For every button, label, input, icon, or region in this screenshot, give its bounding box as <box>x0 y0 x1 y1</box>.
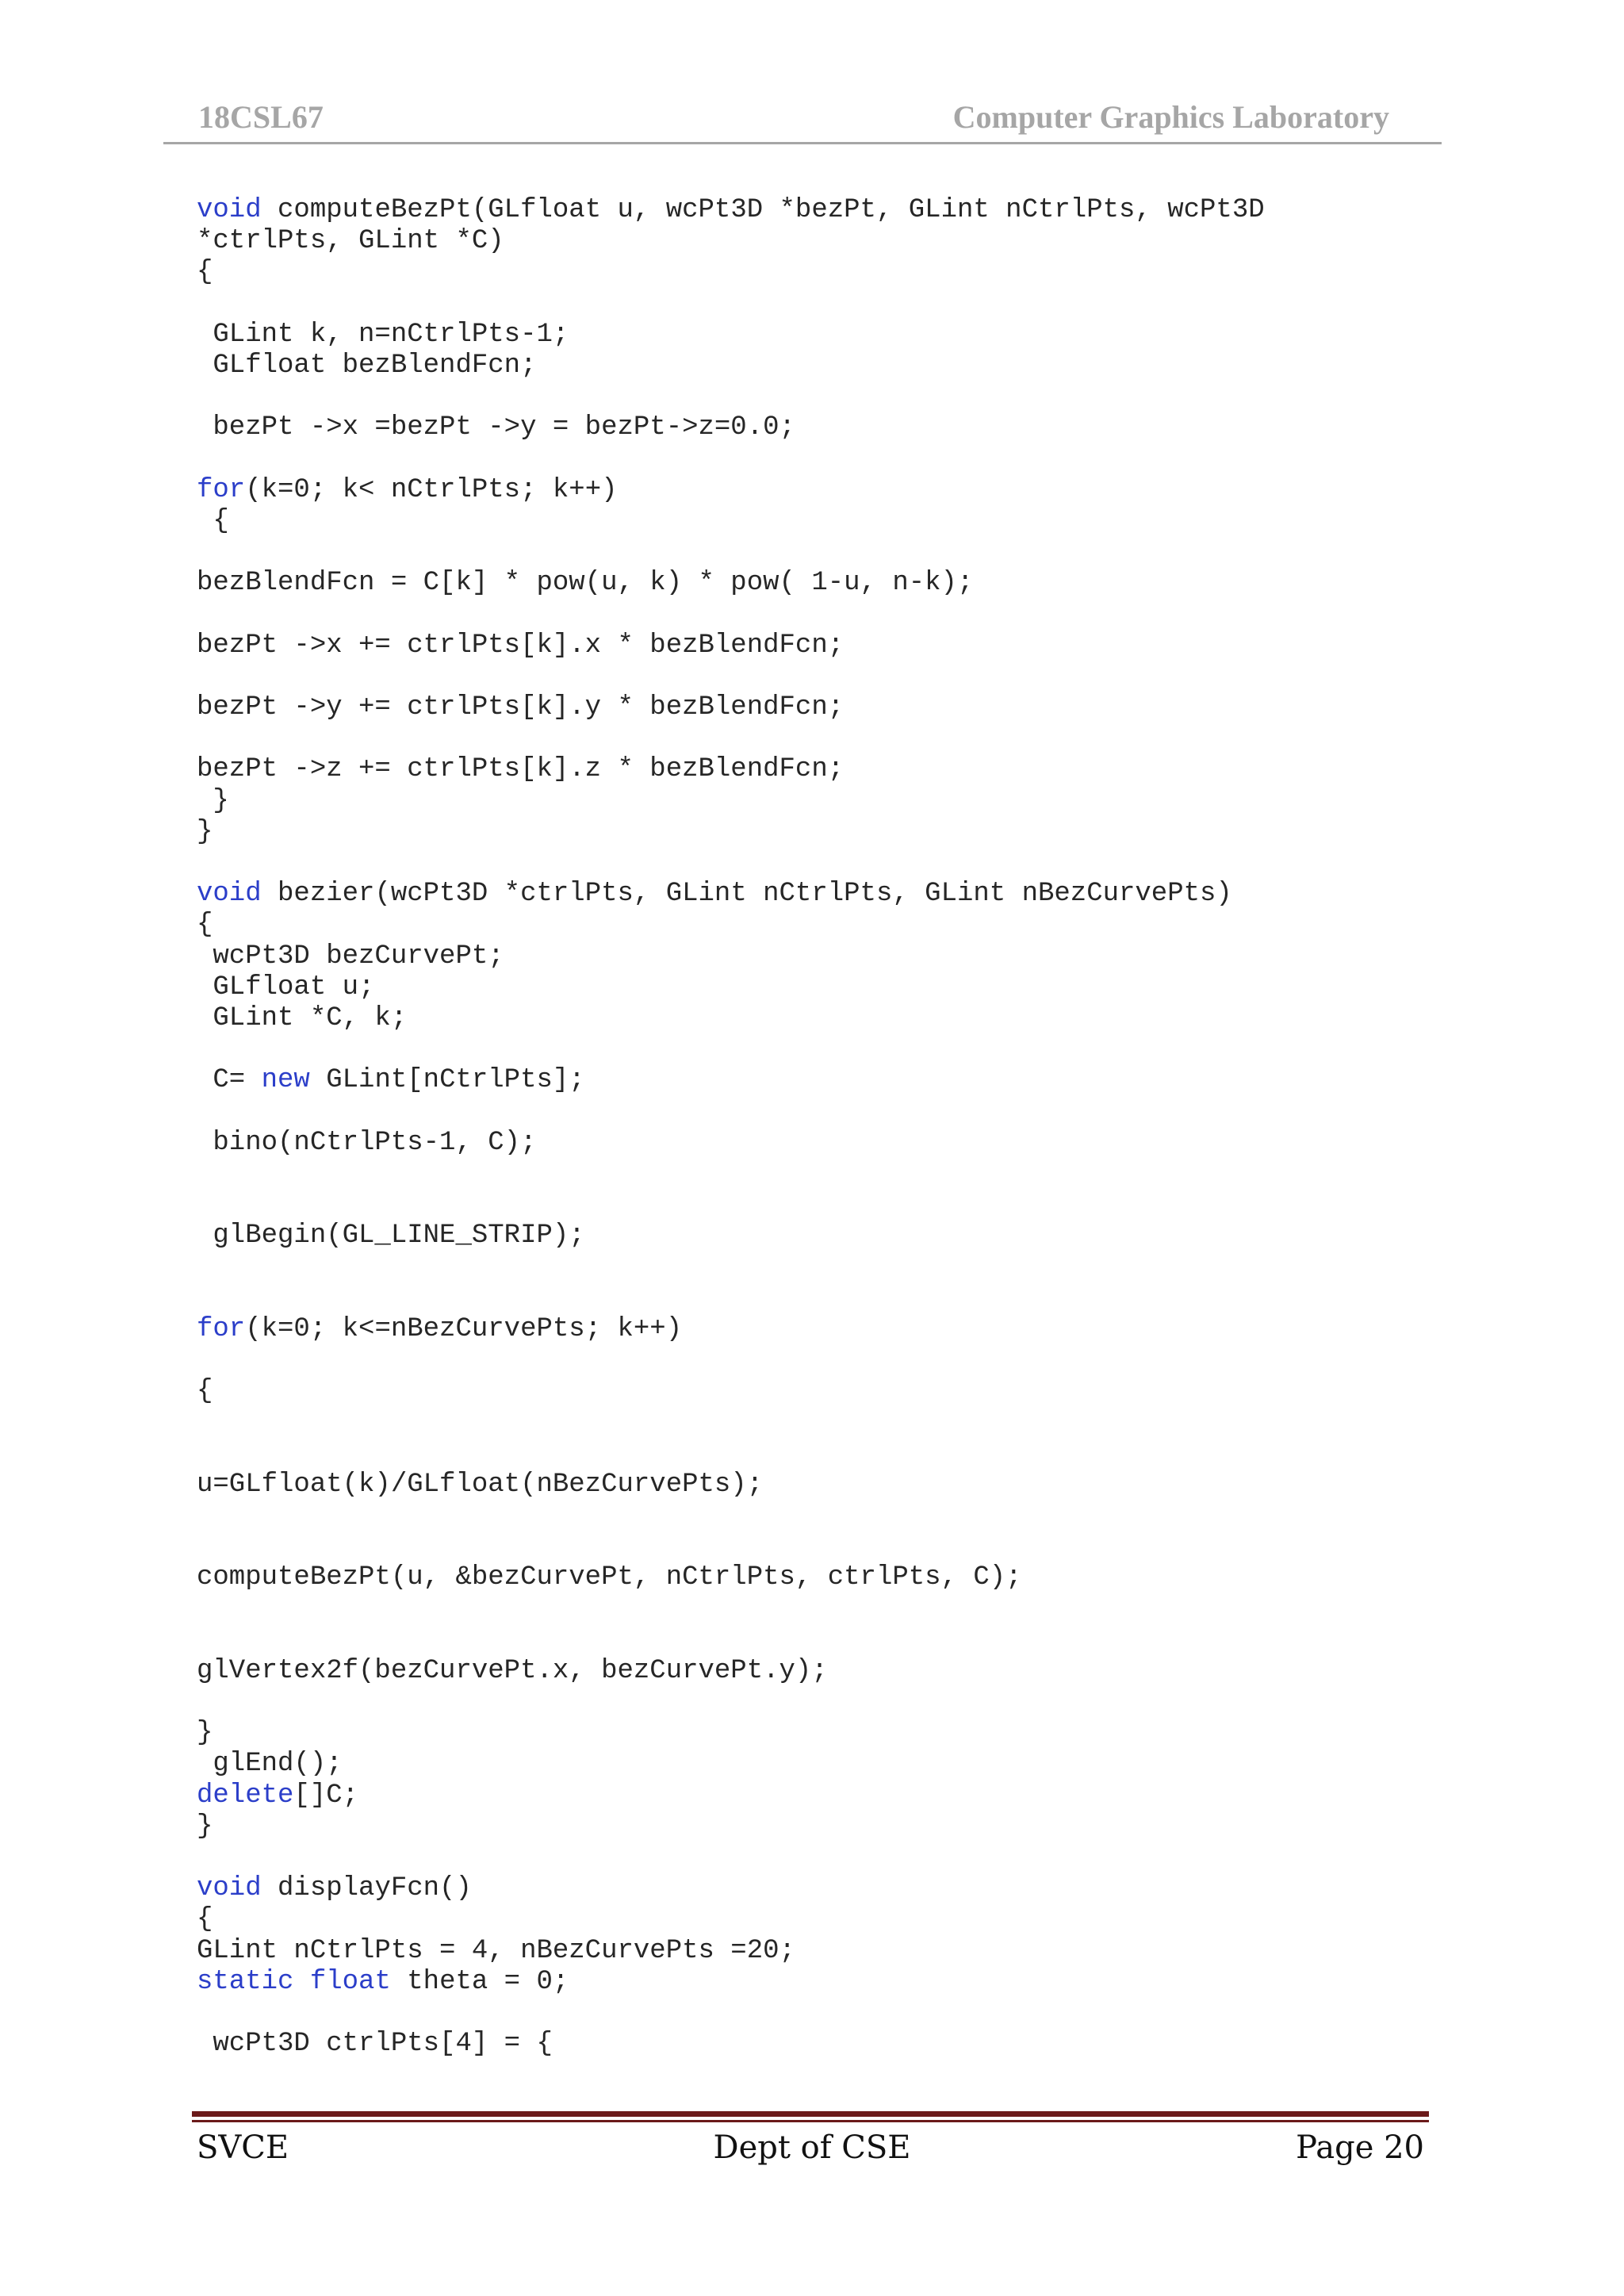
code-line <box>197 1687 1265 1718</box>
code-text: computeBezPt(GLfloat u, wcPt3D *bezPt, GLint nCtrlPts, wcPt3D <box>261 195 1265 225</box>
code-keyword: new <box>261 1065 310 1096</box>
code-keyword: static <box>197 1966 294 1997</box>
code-line <box>197 1470 1265 1501</box>
header-course-code: 18CSL67 <box>198 99 324 135</box>
code-line <box>197 257 1265 288</box>
code-line <box>197 1096 1265 1127</box>
code-line <box>197 444 1265 475</box>
code-line <box>197 1842 1265 1873</box>
code-text: GLint nCtrlPts = 4, nBezCurvePts =20; <box>197 1935 795 1966</box>
code-line <box>197 1656 1265 1687</box>
code-text: *ctrlPts, GLint *C) <box>197 226 504 257</box>
code-text: GLfloat u; <box>197 972 375 1002</box>
code-line <box>197 320 1265 351</box>
code-line <box>197 723 1265 754</box>
code-text: displayFcn() <box>261 1873 472 1904</box>
code-keyword: for <box>197 474 246 505</box>
footer-divider-thin <box>192 2120 1429 2122</box>
header-lab-title: Computer Graphics Laboratory <box>952 99 1389 135</box>
code-text: glVertex2f(bezCurvePt.x, bezCurvePt.y); <box>197 1655 828 1686</box>
code-line <box>197 1998 1265 2029</box>
code-line <box>197 1593 1265 1624</box>
code-text: GLint k, n=nCtrlPts-1; <box>197 319 569 350</box>
code-line <box>197 1811 1265 1842</box>
code-text: theta = 0; <box>390 1966 569 1997</box>
code-line <box>197 599 1265 630</box>
code-line <box>197 786 1265 817</box>
code-text: bezBlendFcn = C[k] * pow(u, k) * pow( 1-u, n-k); <box>197 568 974 599</box>
code-line <box>197 1376 1265 1407</box>
code-line <box>197 1562 1265 1593</box>
code-text: GLint[nCtrlPts]; <box>309 1065 585 1096</box>
code-line <box>197 1003 1265 1034</box>
code-line <box>197 1407 1265 1438</box>
code-text: wcPt3D bezCurvePt; <box>197 941 504 972</box>
code-text: bezPt ->y += ctrlPts[k].y * bezBlendFcn; <box>197 692 845 723</box>
code-text: } <box>197 785 229 816</box>
code-line <box>197 1314 1265 1345</box>
code-line <box>197 289 1265 320</box>
code-line <box>197 972 1265 1003</box>
code-line <box>197 879 1265 910</box>
code-line <box>197 1780 1265 1811</box>
code-text: wcPt3D ctrlPts[4] = { <box>197 2029 553 2060</box>
code-line <box>197 1283 1265 1314</box>
code-text: glEnd(); <box>197 1749 343 1780</box>
code-text: } <box>197 816 213 847</box>
code-line <box>197 941 1265 972</box>
code-line <box>197 1439 1265 1470</box>
code-text: u=GLfloat(k)/GLfloat(nBezCurvePts); <box>197 1469 764 1500</box>
code-line <box>197 1904 1265 1935</box>
code-listing <box>197 195 1265 2060</box>
code-text: bezier(wcPt3D *ctrlPts, GLint nCtrlPts, GLint nBezCurvePts) <box>261 879 1232 910</box>
code-line <box>197 1345 1265 1376</box>
code-text: computeBezPt(u, &bezCurvePt, nCtrlPts, ctrlPts, C); <box>197 1562 1022 1593</box>
code-line <box>197 1159 1265 1190</box>
code-line <box>197 537 1265 568</box>
code-line <box>197 475 1265 506</box>
code-line <box>197 1065 1265 1096</box>
footer-institution: SVCE <box>197 2129 289 2166</box>
footer-page-number: Page 20 <box>1296 2129 1424 2166</box>
code-text: GLint *C, k; <box>197 1002 408 1033</box>
code-text: C= <box>197 1065 262 1096</box>
code-line <box>197 1501 1265 1531</box>
code-line <box>197 1034 1265 1065</box>
code-keyword: for <box>197 1313 246 1344</box>
header-divider <box>163 142 1442 144</box>
code-text: { <box>197 1376 213 1407</box>
code-text: { <box>197 505 229 536</box>
code-text: glBegin(GL_LINE_STRIP); <box>197 1221 585 1251</box>
code-line <box>197 631 1265 661</box>
code-line <box>197 351 1265 381</box>
code-line <box>197 754 1265 785</box>
code-line <box>197 1221 1265 1251</box>
code-line <box>197 2029 1265 2060</box>
code-line <box>197 1251 1265 1282</box>
code-line <box>197 848 1265 879</box>
code-line <box>197 1718 1265 1749</box>
code-line <box>197 1625 1265 1656</box>
code-line <box>197 661 1265 692</box>
code-keyword: delete <box>197 1780 294 1811</box>
code-text: bezPt ->x += ctrlPts[k].x * bezBlendFcn; <box>197 630 845 661</box>
code-line <box>197 692 1265 723</box>
code-text: GLfloat bezBlendFcn; <box>197 350 537 381</box>
code-keyword: void <box>197 1873 262 1904</box>
code-line <box>197 1531 1265 1562</box>
footer-divider-thick <box>192 2111 1429 2117</box>
code-line <box>197 568 1265 599</box>
code-text: (k=0; k< nCtrlPts; k++) <box>245 474 618 505</box>
code-line <box>197 412 1265 443</box>
code-line <box>197 1936 1265 1967</box>
code-line <box>197 1967 1265 1998</box>
code-keyword: void <box>197 879 262 910</box>
code-text: } <box>197 1811 213 1842</box>
code-text: { <box>197 1904 213 1935</box>
code-text: []C; <box>293 1780 359 1811</box>
code-text: { <box>197 910 213 941</box>
code-line <box>197 817 1265 848</box>
code-text <box>293 1967 309 1997</box>
code-text: bezPt ->z += ctrlPts[k].z * bezBlendFcn; <box>197 754 845 785</box>
code-line <box>197 910 1265 941</box>
code-line <box>197 1128 1265 1159</box>
code-line <box>197 1873 1265 1904</box>
code-line <box>197 226 1265 257</box>
code-keyword: void <box>197 195 262 225</box>
footer-department: Dept of CSE <box>713 2129 911 2166</box>
code-line <box>197 195 1265 226</box>
code-keyword: float <box>309 1966 391 1997</box>
code-line <box>197 1749 1265 1780</box>
code-text: (k=0; k<=nBezCurvePts; k++) <box>245 1313 683 1344</box>
code-text: { <box>197 257 213 288</box>
code-text: bezPt ->x =bezPt ->y = bezPt->z=0.0; <box>197 412 795 443</box>
code-text: } <box>197 1718 213 1749</box>
code-line <box>197 506 1265 537</box>
code-text: bino(nCtrlPts-1, C); <box>197 1127 537 1158</box>
code-line <box>197 1190 1265 1221</box>
code-line <box>197 381 1265 412</box>
